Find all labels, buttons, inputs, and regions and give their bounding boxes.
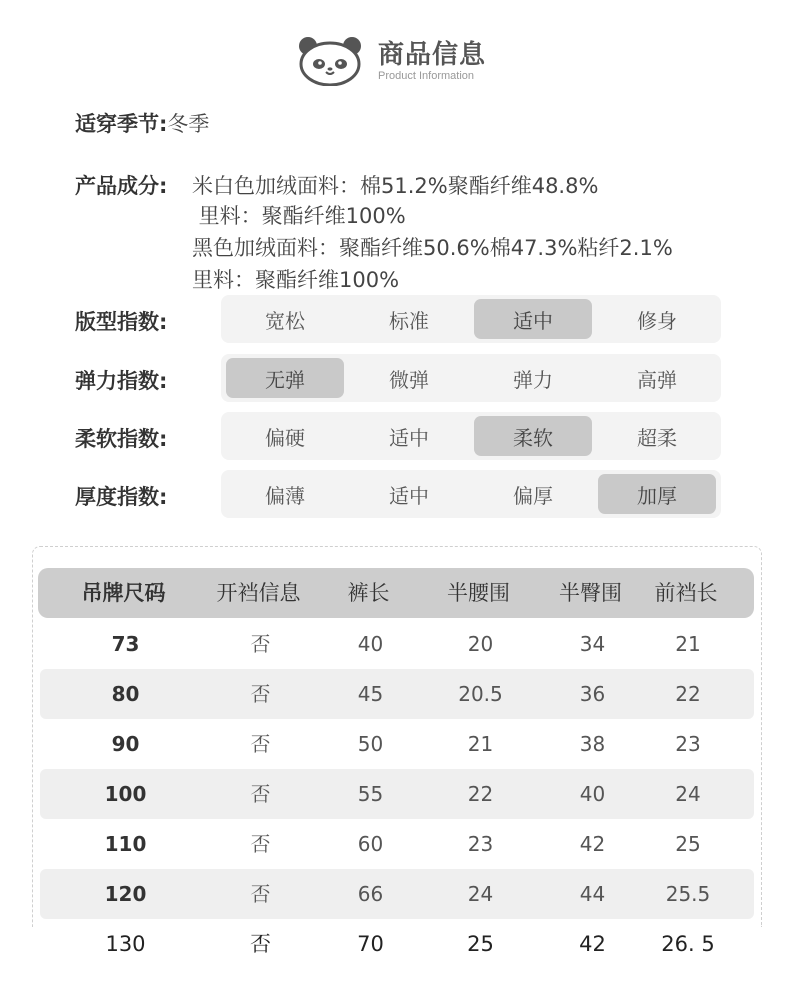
composition-line: 米白色加绒面料：棉51.2%聚酯纤维48.8% (192, 174, 599, 198)
season-label: 适穿季节: (75, 112, 168, 136)
table-row (40, 719, 754, 769)
table-cell: 34 (579, 632, 606, 656)
composition-line: 黑色加绒面料：聚酯纤维50.6%棉47.3%粘纤2.1% (192, 236, 673, 260)
table-cell: 25.5 (665, 882, 711, 906)
index-option: 适中 (389, 483, 429, 508)
table-header-cell: 前裆长 (654, 581, 718, 605)
table-cell: 38 (579, 732, 606, 756)
table-cell: 90 (111, 732, 140, 756)
index-label: 厚度指数: (75, 485, 168, 509)
table-cell: 否 (250, 932, 271, 956)
index-option: 弹力 (513, 367, 553, 392)
index-option: 偏硬 (265, 425, 305, 450)
index-option-selected: 柔软 (474, 416, 592, 456)
table-header-cell: 裤长 (347, 581, 390, 605)
index-bar (221, 354, 721, 402)
size-table-header (38, 568, 754, 618)
index-option-selected: 加厚 (598, 474, 716, 514)
table-header-cell: 开裆信息 (216, 581, 301, 605)
table-row (40, 869, 754, 919)
index-label: 弹力指数: (75, 369, 168, 393)
index-label: 柔软指数: (75, 427, 168, 451)
table-row (40, 769, 754, 819)
table-cell: 否 (250, 832, 271, 856)
table-cell: 110 (104, 832, 147, 856)
table-cell: 55 (357, 782, 384, 806)
table-cell: 否 (250, 882, 271, 906)
table-row (40, 919, 754, 969)
table-cell: 45 (357, 682, 384, 706)
table-cell: 21 (675, 632, 701, 656)
page-title: 商品信息 (378, 40, 487, 70)
table-cell: 40 (579, 782, 606, 806)
index-option: 修身 (637, 308, 677, 333)
composition-label-row (75, 170, 167, 200)
table-cell: 23 (675, 732, 701, 756)
table-cell: 否 (250, 782, 271, 806)
table-cell: 20.5 (458, 682, 503, 706)
page-subtitle: Product Information (378, 70, 474, 82)
index-option-selected: 适中 (474, 299, 592, 339)
table-cell: 130 (105, 932, 146, 956)
table-cell: 21 (467, 732, 494, 756)
table-row (40, 819, 754, 869)
index-bar (221, 412, 721, 460)
table-cell: 22 (675, 682, 701, 706)
index-option: 微弹 (389, 367, 429, 392)
table-cell: 否 (250, 682, 271, 706)
index-option: 宽松 (265, 308, 305, 333)
table-cell: 40 (357, 632, 384, 656)
table-cell: 60 (357, 832, 384, 856)
page-header (0, 30, 790, 90)
index-bar (221, 470, 721, 518)
table-cell: 否 (250, 632, 271, 656)
table-cell: 73 (111, 632, 140, 656)
season-value: 冬季 (167, 112, 210, 136)
index-bar (221, 295, 721, 343)
table-cell: 否 (250, 732, 271, 756)
table-cell: 23 (467, 832, 494, 856)
season-row (75, 108, 209, 138)
composition-line: 里料：聚酯纤维100% (192, 204, 406, 228)
table-cell: 25 (467, 932, 494, 956)
index-option: 高弹 (637, 367, 677, 392)
thickness-index-row (75, 470, 725, 518)
table-cell: 42 (579, 832, 606, 856)
index-option-selected: 无弹 (226, 358, 344, 398)
composition-label: 产品成分: (75, 174, 168, 198)
table-cell: 66 (357, 882, 384, 906)
index-option: 偏薄 (265, 483, 305, 508)
table-cell: 36 (579, 682, 606, 706)
table-cell: 44 (579, 882, 606, 906)
table-row (40, 619, 754, 669)
table-cell: 24 (675, 782, 701, 806)
table-header-cell: 半臀围 (559, 581, 622, 605)
table-header-cell: 吊牌尺码 (81, 581, 166, 605)
table-cell: 50 (357, 732, 384, 756)
table-cell: 26. 5 (661, 932, 715, 956)
table-cell: 70 (357, 932, 384, 956)
index-option: 偏厚 (513, 483, 553, 508)
table-cell: 120 (104, 882, 147, 906)
composition-line: 里料：聚酯纤维100% (192, 268, 400, 292)
table-cell: 22 (467, 782, 494, 806)
table-cell: 24 (467, 882, 494, 906)
table-cell: 20 (467, 632, 494, 656)
index-option: 适中 (389, 425, 429, 450)
fit-index-row (75, 295, 725, 343)
index-option: 超柔 (637, 425, 677, 450)
table-cell: 80 (111, 682, 140, 706)
table-row (40, 669, 754, 719)
elasticity-index-row (75, 354, 725, 402)
panda-icon (296, 34, 364, 86)
index-label: 版型指数: (75, 310, 168, 334)
table-cell: 100 (104, 782, 147, 806)
table-cell: 42 (579, 932, 606, 956)
table-cell: 25 (675, 832, 701, 856)
softness-index-row (75, 412, 725, 460)
index-option: 标准 (389, 308, 429, 333)
table-header-cell: 半腰围 (447, 581, 510, 605)
